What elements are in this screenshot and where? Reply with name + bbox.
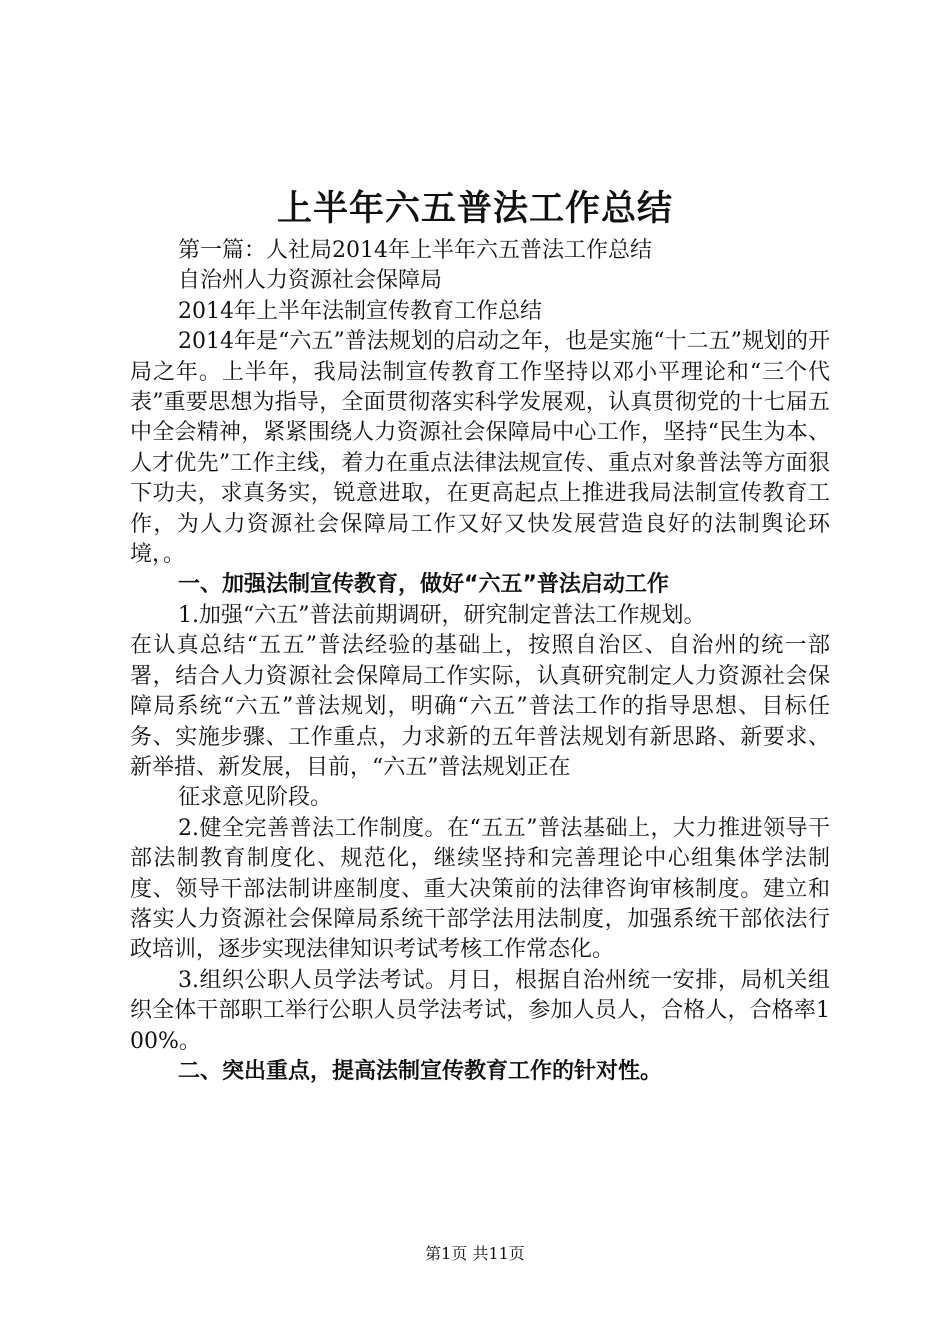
- heading-two: 二、突出重点，提高法制宣传教育工作的针对性。: [178, 1058, 663, 1084]
- paragraph-report-title: 2014年上半年法制宣传教育工作总结: [178, 298, 542, 324]
- document-title: 上半年六五普法工作总结: [276, 189, 673, 229]
- paragraph-section-title: 第一篇：人社局2014年上半年六五普法工作总结: [178, 238, 652, 263]
- paragraph-item-3: 3.组织公职人员学法考试。月日，根据自治州统一安排，局机关组织全体干部职工举行公职人员学法考试，参加人员人，合格人，合格率100%。: [130, 967, 830, 1054]
- paragraph-item-2: 2.健全完善普法工作制度。在“五五”普法基础上，大力推进领导干部法制教育制度化、规范化，继续坚持和完善理论中心组集体学法制度、领导干部法制讲座制度、重大决策前的法律咨询审核制度。建立和落实人力资源社会保障局系统干部学法用法制度，加强系统干部依法行政培训，逐步实现法律知识考试考核工作常态化。: [130, 815, 830, 963]
- paragraph-organization: 自治州人力资源社会保障局: [178, 268, 443, 294]
- paragraph-item-1-tail: 征求意见阶段。: [178, 785, 333, 811]
- paragraph-item-1-lead: 1.加强“六五”普法前期调研，研究制定普法工作规划。: [178, 602, 706, 628]
- paragraph-item-1-body: 在认真总结“五五”普法经验的基础上，按照自治区、自治州的统一部署，结合人力资源社会保障局工作实际，认真研究制定人力资源社会保障局系统“六五”普法规划，明确“六五”普法工作的指导思想、目标任务、实施步骤、工作重点，力求新的五年普法规划有新思路、新要求、新举措、新发展，目前，“六五”普法规划正在: [130, 633, 830, 780]
- heading-one: 一、加强法制宣传教育，做好“六五”普法启动工作: [178, 572, 669, 598]
- paragraph-intro: 2014年是“六五”普法规划的启动之年，也是实施“十二五”规划的开局之年。上半年，我局法制宣传教育工作坚持以邓小平理论和“三个代表”重要思想为指导，全面贯彻落实科学发展观，认真贯彻党的十七届五中全会精神，紧紧围绕人力资源社会保障局中心工作，坚持“民生为本、人才优先”工作主线，着力在重点法律法规宣传、重点对象普法等方面狠下功夫，求真务实，锐意进取，在更高起点上推进我局法制宣传教育工作，为人力资源社会保障局工作又好又快发展营造良好的法制舆论环境，。: [130, 329, 830, 568]
- document-body: [130, 236, 830, 1087]
- page-footer: 第1页 共11页: [425, 1244, 525, 1263]
